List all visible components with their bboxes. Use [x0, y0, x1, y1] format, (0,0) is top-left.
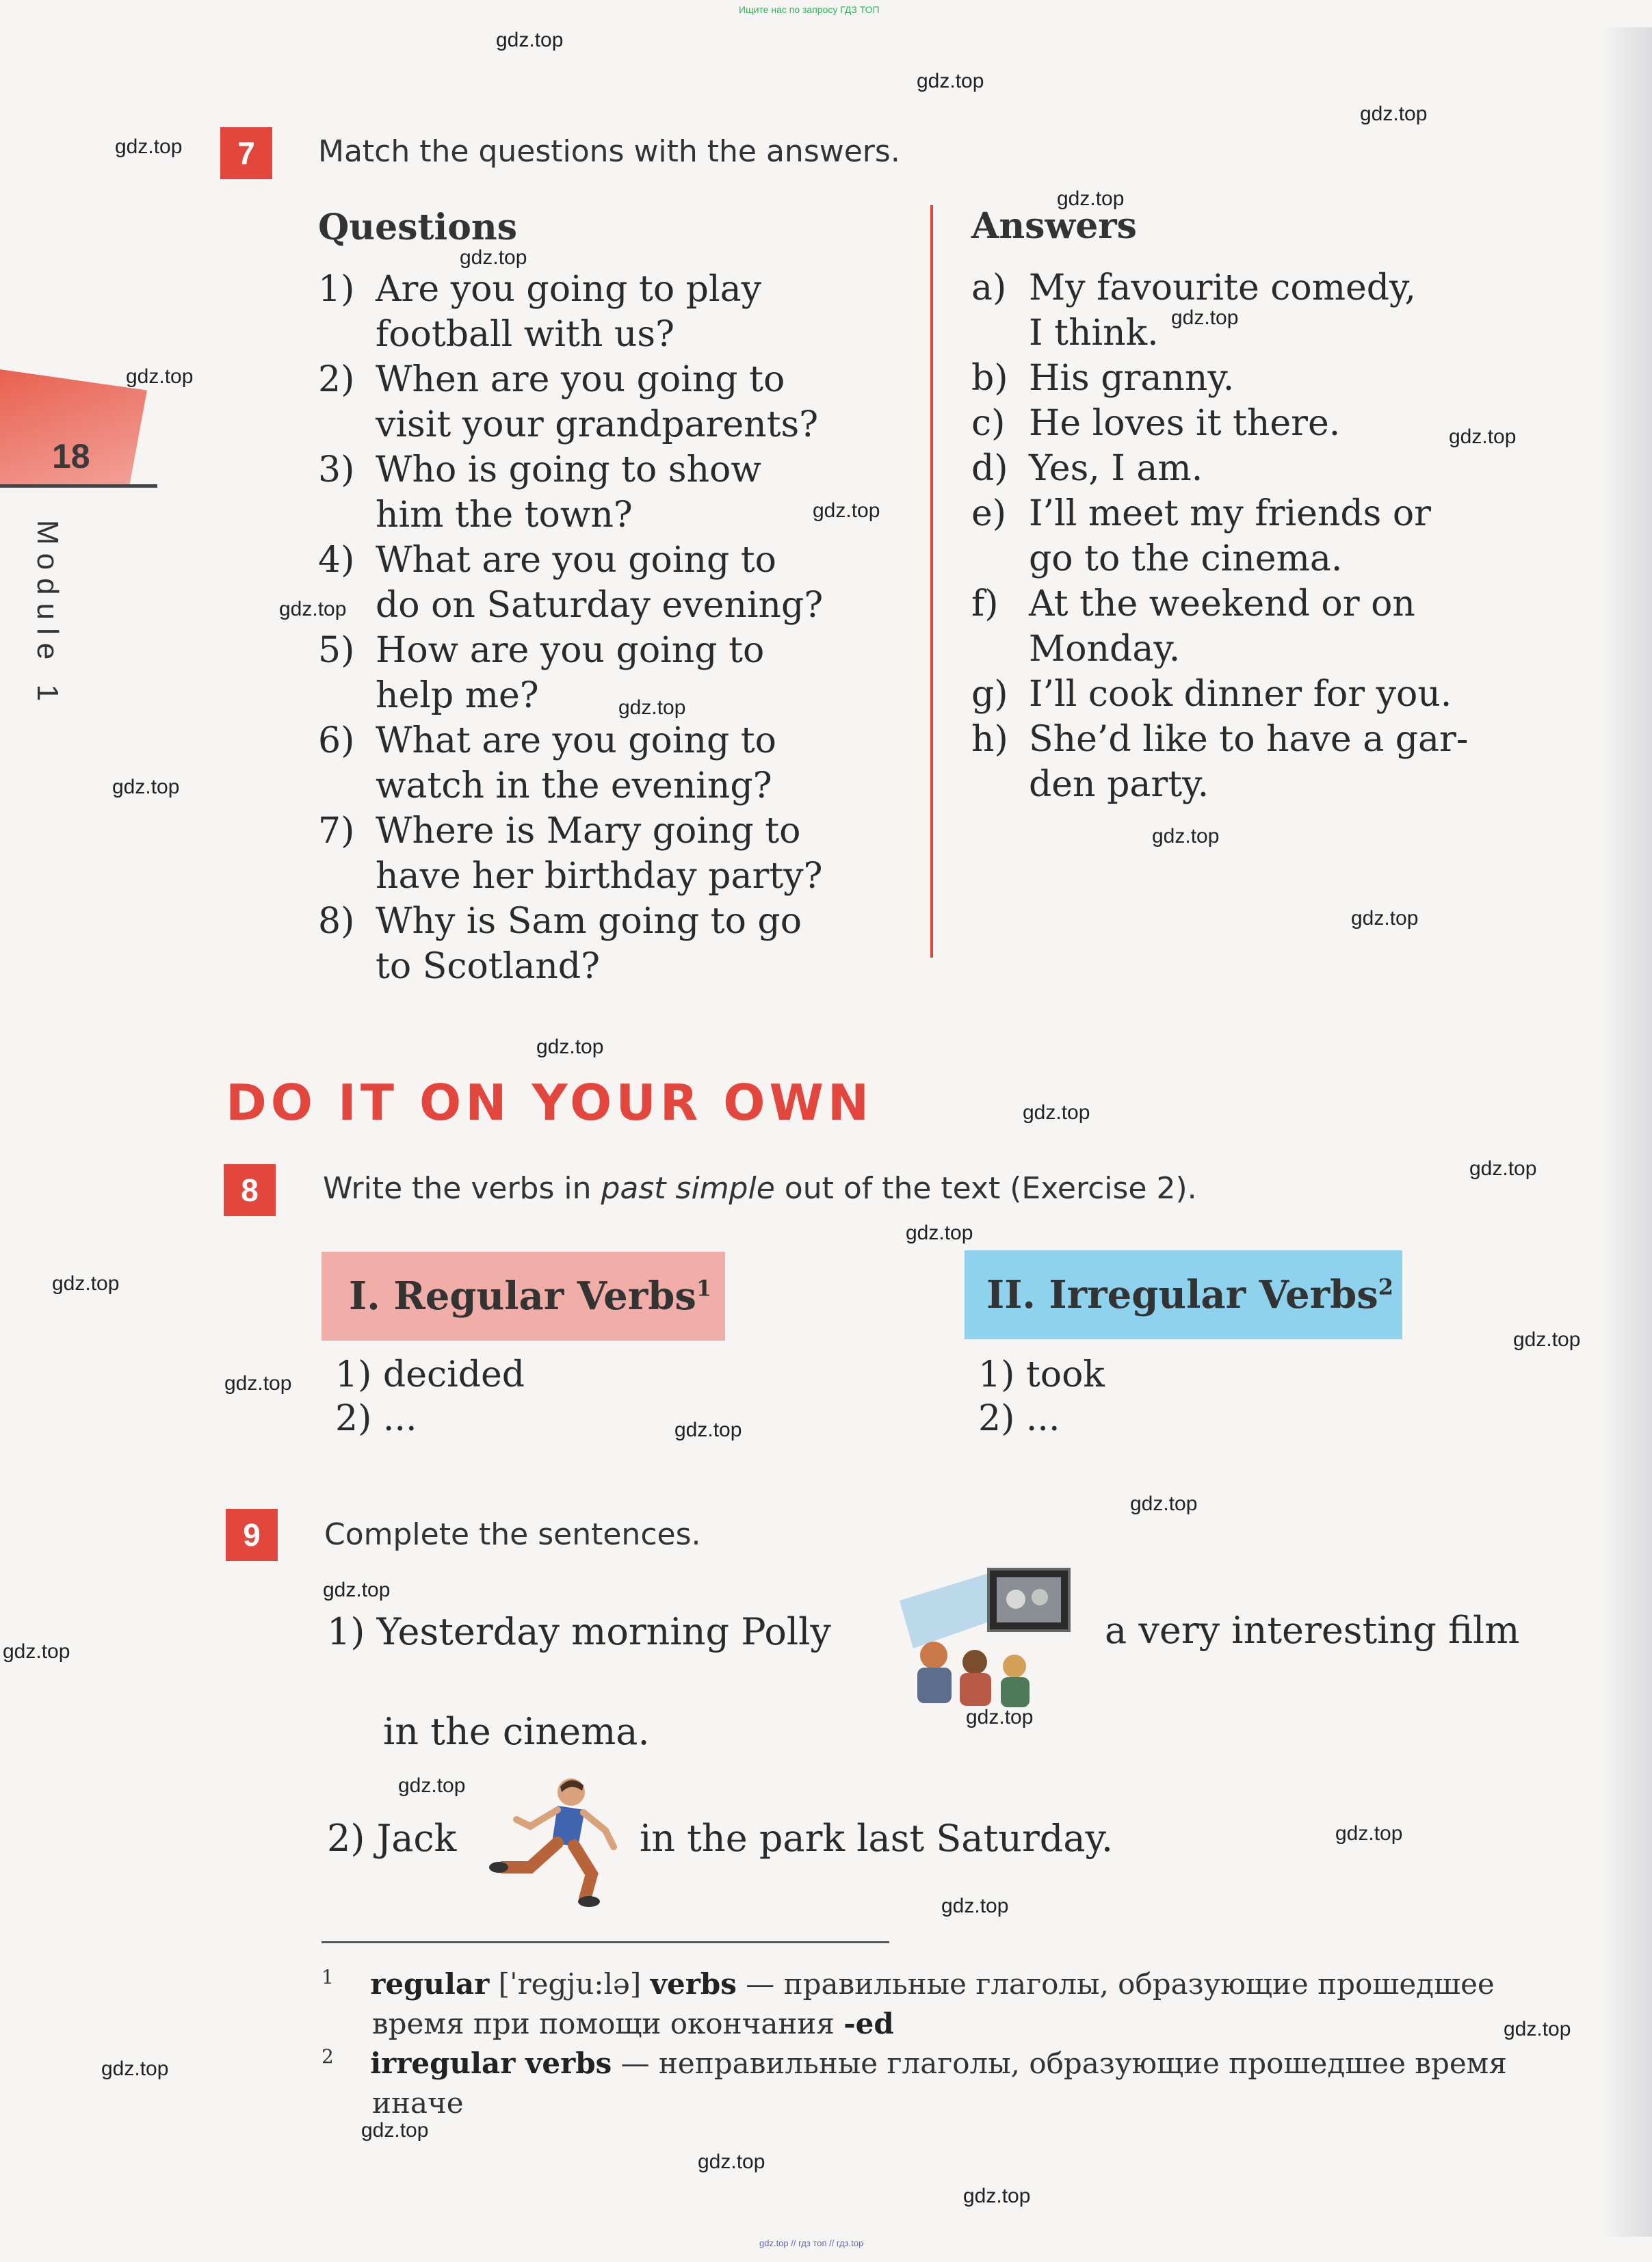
- boy-shoe: [578, 1896, 600, 1907]
- running-boy-illustration: [489, 1772, 626, 1908]
- side-rule: [0, 484, 157, 488]
- viewer-body: [960, 1673, 991, 1706]
- watermark: gdz.top: [941, 1895, 1009, 1917]
- watermark: gdz.top: [1449, 425, 1517, 448]
- boy-leg: [574, 1845, 592, 1899]
- footnote-2: $^2$ irregular verbs — неправильные глаголы, образующие прошедшее время иначе: [322, 2045, 1507, 2120]
- screen-figure: [1006, 1590, 1025, 1609]
- questions-list: [318, 267, 920, 989]
- bottom-note: gdz.top // гдз топ // гдз.top: [759, 2238, 864, 2248]
- module-label: Module 1: [31, 520, 64, 710]
- watermark: gdz.top: [1057, 187, 1125, 210]
- top-note: Ищите нас по запросу ГДЗ ТОП: [739, 4, 880, 15]
- viewer-body: [1001, 1677, 1030, 1707]
- watermark: gdz.top: [906, 1222, 973, 1244]
- irregular-verb-item: 2) ...: [978, 1398, 1060, 1439]
- watermark: gdz.top: [126, 365, 194, 388]
- questions-heading: Questions: [318, 207, 518, 248]
- answer-item: g) I’ll cook dinner for you.: [971, 674, 1452, 715]
- question-item: 5) How are you going to help me?: [318, 630, 765, 716]
- boy-arm: [584, 1813, 614, 1847]
- viewer-head: [920, 1642, 947, 1669]
- regular-verbs-title: I. Regular Verbs$^1$: [349, 1274, 712, 1319]
- boy-shoe: [489, 1862, 508, 1873]
- watermark: gdz.top: [698, 2151, 765, 2173]
- watermark: gdz.top: [115, 135, 183, 158]
- watermark: gdz.top: [224, 1372, 292, 1395]
- watermark: gdz.top: [361, 2119, 429, 2142]
- irregular-verbs-title: II. Irregular Verbs$^2$: [986, 1272, 1394, 1317]
- boy-leg: [503, 1843, 558, 1867]
- answer-item: e) I’ll meet my friends or go to the cinema.: [971, 493, 1432, 579]
- sentence-1-cont: in the cinema.: [383, 1710, 650, 1753]
- sentence-1-end: a very interesting film: [1105, 1609, 1520, 1652]
- watermark: gdz.top: [323, 1579, 391, 1601]
- sentence-2-end: in the park last Saturday.: [640, 1817, 1114, 1860]
- exercise-8-number: 8: [224, 1164, 276, 1216]
- question-item: 4) What are you going to do on Saturday evening?: [318, 540, 824, 626]
- question-item: 2) When are you going to visit your grandparents?: [318, 359, 819, 445]
- screen-figure: [1032, 1589, 1048, 1605]
- watermark: gdz.top: [1469, 1157, 1537, 1180]
- watermark: gdz.top: [813, 499, 880, 522]
- watermark: gdz.top: [1513, 1328, 1581, 1351]
- question-item: 3) Who is going to show him the town?: [318, 449, 761, 536]
- watermark: gdz.top: [1335, 1822, 1403, 1845]
- irregular-verb-item: 1) took: [978, 1354, 1105, 1395]
- answer-item: h) She’d like to have a gar- den party.: [971, 719, 1469, 805]
- exercise-8-instruction: Write the verbs in past simple out of the text (Exercise 2).: [323, 1171, 1197, 1206]
- watermark: gdz.top: [1023, 1101, 1090, 1124]
- question-item: 8) Why is Sam going to go to Scotland?: [318, 901, 802, 987]
- exercise-7-number: 7: [220, 127, 272, 179]
- answer-item: d) Yes, I am.: [971, 448, 1203, 489]
- watermark: gdz.top: [1171, 306, 1239, 329]
- footnote-rule: [322, 1941, 889, 1943]
- watermark: gdz.top: [966, 1706, 1034, 1728]
- question-item: 7) Where is Mary going to have her birthday party?: [318, 811, 823, 897]
- watermark: gdz.top: [279, 598, 347, 620]
- page-edge-shadow: [1601, 27, 1652, 2237]
- watermark: gdz.top: [1504, 2018, 1571, 2040]
- watermark: gdz.top: [101, 2057, 169, 2080]
- exercise-9-number: 9: [226, 1509, 278, 1561]
- viewer-head: [1003, 1655, 1026, 1678]
- watermark: gdz.top: [3, 1640, 70, 1663]
- watermark: gdz.top: [1130, 1492, 1198, 1515]
- answer-item: c) He loves it there.: [971, 403, 1341, 444]
- regular-verb-item: 2) ...: [335, 1398, 417, 1439]
- watermark: gdz.top: [398, 1774, 466, 1797]
- answers-list: [971, 265, 1587, 807]
- answer-item: f) At the weekend or on Monday.: [971, 583, 1415, 670]
- viewer-head: [962, 1650, 987, 1674]
- exercise-7-instruction: Match the questions with the answers.: [318, 134, 900, 169]
- page-number: 18: [52, 437, 90, 475]
- watermark: gdz.top: [460, 246, 527, 269]
- column-divider: [930, 205, 933, 958]
- answer-item: b) His granny.: [971, 358, 1235, 399]
- watermark: gdz.top: [1152, 825, 1220, 847]
- sentence-2-start: 2) Jack: [327, 1817, 457, 1860]
- footnote-1: $^1$ regular [ˈregju:lə] verbs — правильные глаголы, образующие прошедшее время при помощи окончания -ed: [322, 1966, 1495, 2040]
- watermark: gdz.top: [917, 70, 984, 92]
- exercise-9-instruction: Complete the sentences.: [324, 1517, 701, 1552]
- watermark: gdz.top: [674, 1419, 742, 1441]
- cinema-illustration: [893, 1560, 1084, 1710]
- viewer-body: [917, 1668, 952, 1703]
- sentence-1-start: 1) Yesterday morning Polly: [327, 1610, 831, 1653]
- boy-arm: [516, 1810, 558, 1826]
- question-item: 1) Are you going to play football with us?: [318, 269, 761, 355]
- question-item: 6) What are you going to watch in the evening?: [318, 720, 776, 806]
- watermark: gdz.top: [112, 776, 180, 798]
- regular-verb-item: 1) decided: [335, 1354, 525, 1395]
- watermark: gdz.top: [618, 696, 686, 719]
- watermark: gdz.top: [496, 29, 564, 51]
- watermark: gdz.top: [52, 1272, 120, 1295]
- watermark: gdz.top: [963, 2185, 1031, 2207]
- watermark: gdz.top: [1351, 907, 1419, 930]
- section-title: DO IT ON YOUR OWN: [226, 1074, 874, 1131]
- watermark: gdz.top: [1360, 103, 1428, 125]
- answer-item: a) My favourite comedy, I think.: [971, 267, 1417, 354]
- answers-heading: Answers: [971, 205, 1137, 247]
- watermark: gdz.top: [536, 1036, 604, 1058]
